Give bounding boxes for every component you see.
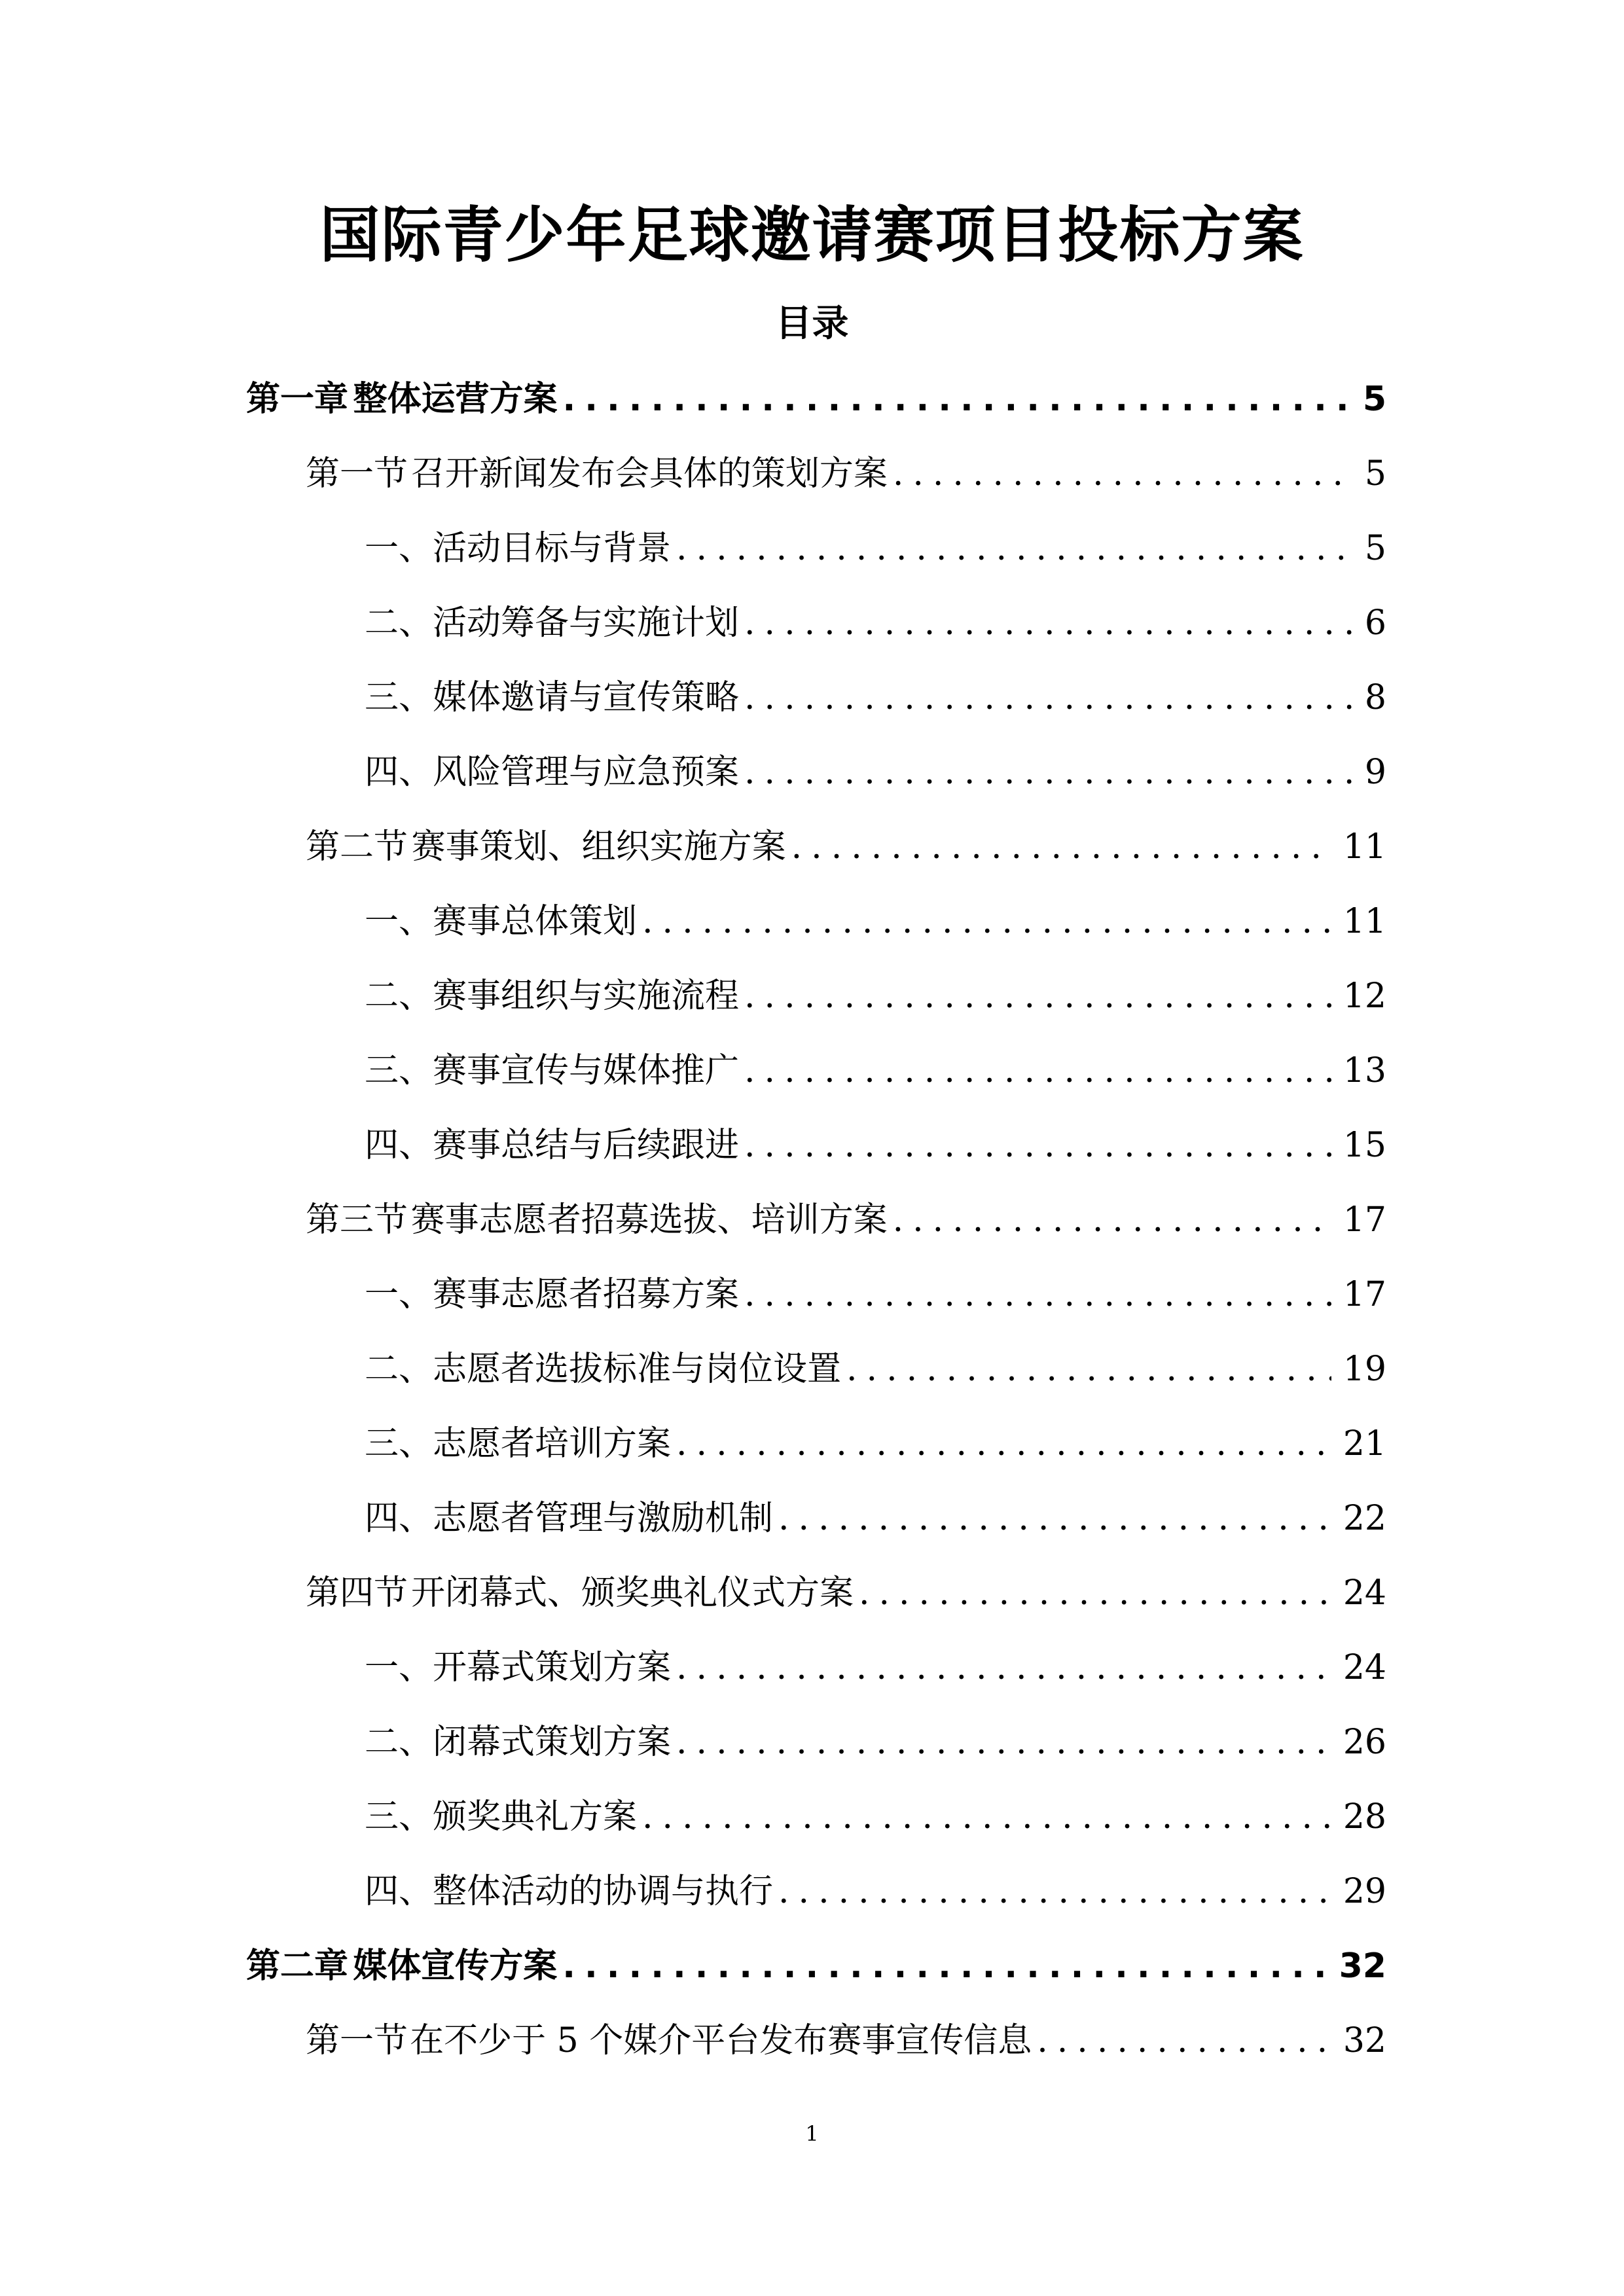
toc-entry-page-number: 5 (1362, 380, 1386, 419)
toc-dot-leader (676, 1411, 1331, 1477)
toc-dot-leader (642, 889, 1331, 954)
toc-entry-label: 一、 (365, 902, 433, 941)
toc-entry-title: 志愿者管理与激励机制 (433, 1499, 774, 1538)
toc-entry-item[interactable] (365, 665, 1386, 730)
toc-entry-item[interactable] (365, 1262, 1386, 1327)
toc-entry-title: 赛事组织与实施流程 (433, 977, 740, 1016)
toc-entry-section[interactable] (306, 1187, 1386, 1253)
toc-entry-title: 赛事总结与后续跟进 (433, 1126, 740, 1165)
toc-entry-chapter[interactable] (246, 1933, 1386, 1999)
toc-entry-title: 风险管理与应急预案 (433, 753, 740, 792)
toc-dot-leader (744, 665, 1353, 730)
toc-entry-item[interactable] (365, 1859, 1386, 1924)
toc-entry-page-number: 9 (1364, 753, 1386, 792)
toc-entry-title: 开幕式策划方案 (433, 1648, 672, 1687)
toc-entry-title: 活动筹备与实施计划 (433, 603, 740, 643)
toc-entry-page-number: 11 (1343, 827, 1386, 867)
toc-entry-item[interactable] (365, 1336, 1386, 1402)
toc-entry-page-number: 12 (1343, 977, 1386, 1016)
toc-entry-label: 二、 (365, 1350, 433, 1389)
toc-entry-title: 媒体邀请与宣传策略 (433, 678, 740, 717)
toc-entry-item[interactable] (365, 1113, 1386, 1178)
document-title: 国际青少年足球邀请赛项目投标方案 (319, 200, 1305, 270)
toc-dot-leader (744, 1038, 1331, 1103)
toc-entry-page-number: 11 (1343, 902, 1386, 941)
toc-entry-section[interactable] (306, 1560, 1386, 1626)
toc-entry-label: 三、 (365, 1797, 433, 1837)
toc-entry-title: 闭幕式策划方案 (433, 1723, 672, 1762)
toc-entry-label: 第一章 (246, 380, 349, 419)
toc-entry-page-number: 5 (1364, 454, 1386, 493)
toc-entry-page-number: 24 (1343, 1648, 1386, 1687)
toc-entry-item[interactable] (365, 1486, 1386, 1551)
toc-entry-title: 活动目标与背景 (433, 529, 672, 568)
toc-entry-page-number: 17 (1343, 1275, 1386, 1314)
toc-entry-section[interactable] (306, 814, 1386, 880)
toc-dot-leader (676, 1710, 1331, 1775)
toc-dot-leader (778, 1859, 1331, 1924)
toc-entry-page-number: 22 (1343, 1499, 1386, 1538)
toc-entry-title: 志愿者选拔标准与岗位设置 (433, 1350, 842, 1389)
toc-entry-section[interactable] (306, 2008, 1386, 2073)
toc-entry-title: 召开新闻发布会具体的策划方案 (410, 454, 888, 493)
toc-entry-label: 二、 (365, 1723, 433, 1762)
toc-dot-leader (744, 590, 1353, 656)
toc-entry-title: 赛事志愿者招募方案 (433, 1275, 740, 1314)
toc-entry-label: 第四节 (306, 1573, 408, 1613)
toc-entry-page-number: 17 (1343, 1200, 1386, 1240)
toc-entry-page-number: 19 (1343, 1350, 1386, 1389)
toc-entry-item[interactable] (365, 1784, 1386, 1850)
toc-entry-title: 颁奖典礼方案 (433, 1797, 638, 1837)
toc-entry-item[interactable] (365, 1411, 1386, 1477)
toc-dot-leader (562, 367, 1350, 432)
toc-dot-leader (744, 740, 1353, 805)
toc-dot-leader (676, 516, 1353, 581)
toc-entry-label: 一、 (365, 1275, 433, 1314)
toc-entry-item[interactable] (365, 889, 1386, 954)
toc-dot-leader (1037, 2008, 1331, 2073)
toc-entry-page-number: 32 (1339, 1946, 1386, 1986)
toc-entry-item[interactable] (365, 590, 1386, 656)
toc-entry-page-number: 32 (1343, 2021, 1386, 2060)
toc-entry-title: 赛事总体策划 (433, 902, 638, 941)
toc-entry-label: 第二节 (306, 827, 408, 867)
toc-entry-title: 赛事志愿者招募选拔、培训方案 (410, 1200, 888, 1240)
toc-entry-page-number: 8 (1364, 678, 1386, 717)
toc-entry-item[interactable] (365, 516, 1386, 581)
toc-dot-leader (859, 1560, 1331, 1626)
toc-entry-label: 四、 (365, 1872, 433, 1911)
toc-entry-label: 三、 (365, 678, 433, 717)
toc-entry-label: 一、 (365, 529, 433, 568)
toc-dot-leader (791, 814, 1331, 880)
toc-entry-title: 整体活动的协调与执行 (433, 1872, 774, 1911)
toc-entry-item[interactable] (365, 1635, 1386, 1700)
toc-dot-leader (744, 1262, 1331, 1327)
toc-entry-page-number: 6 (1364, 603, 1386, 643)
toc-entry-page-number: 24 (1343, 1573, 1386, 1613)
toc-entry-page-number: 28 (1343, 1797, 1386, 1837)
toc-dot-leader (893, 1187, 1331, 1253)
toc-entry-page-number: 21 (1343, 1424, 1386, 1463)
toc-entry-page-number: 26 (1343, 1723, 1386, 1762)
toc-entry-page-number: 29 (1343, 1872, 1386, 1911)
toc-entry-label: 第三节 (306, 1200, 408, 1240)
toc-entry-page-number: 5 (1364, 529, 1386, 568)
toc-entry-item[interactable] (365, 1038, 1386, 1103)
toc-heading: 目录 (775, 302, 849, 345)
toc-dot-leader (676, 1635, 1331, 1700)
toc-entry-title: 赛事宣传与媒体推广 (433, 1051, 740, 1090)
toc-entry-item[interactable] (365, 740, 1386, 805)
toc-entry-item[interactable] (365, 1710, 1386, 1775)
toc-dot-leader (893, 441, 1353, 507)
toc-dot-leader (744, 1113, 1331, 1178)
toc-entry-label: 四、 (365, 753, 433, 792)
toc-entry-title: 在不少于 5 个媒介平台发布赛事宣传信息 (410, 2021, 1032, 2060)
toc-entry-label: 四、 (365, 1499, 433, 1538)
toc-entry-label: 三、 (365, 1051, 433, 1090)
toc-entry-label: 第一节 (306, 454, 408, 493)
toc-dot-leader (846, 1336, 1331, 1402)
toc-entry-item[interactable] (365, 963, 1386, 1029)
toc-entry-page-number: 13 (1343, 1051, 1386, 1090)
toc-entry-label: 四、 (365, 1126, 433, 1165)
toc-entry-label: 三、 (365, 1424, 433, 1463)
toc-entry-page-number: 15 (1343, 1126, 1386, 1165)
toc-entry-chapter[interactable] (246, 367, 1386, 432)
toc-entry-label: 二、 (365, 603, 433, 643)
toc-entry-label: 第二章 (246, 1946, 349, 1986)
toc-entry-title: 媒体宣传方案 (353, 1946, 558, 1986)
toc-dot-leader (744, 963, 1331, 1029)
toc-entry-label: 一、 (365, 1648, 433, 1687)
toc-dot-leader (562, 1933, 1327, 1999)
toc-entry-label: 第一节 (306, 2021, 408, 2060)
page-number: 1 (805, 2121, 819, 2146)
toc-entry-title: 志愿者培训方案 (433, 1424, 672, 1463)
toc-entry-label: 二、 (365, 977, 433, 1016)
toc-entry-title: 整体运营方案 (353, 380, 558, 419)
toc-entry-section[interactable] (306, 441, 1386, 507)
toc-dot-leader (642, 1784, 1331, 1850)
toc-entry-title: 开闭幕式、颁奖典礼仪式方案 (410, 1573, 854, 1613)
toc-dot-leader (778, 1486, 1331, 1551)
toc-entry-title: 赛事策划、组织实施方案 (411, 827, 786, 867)
